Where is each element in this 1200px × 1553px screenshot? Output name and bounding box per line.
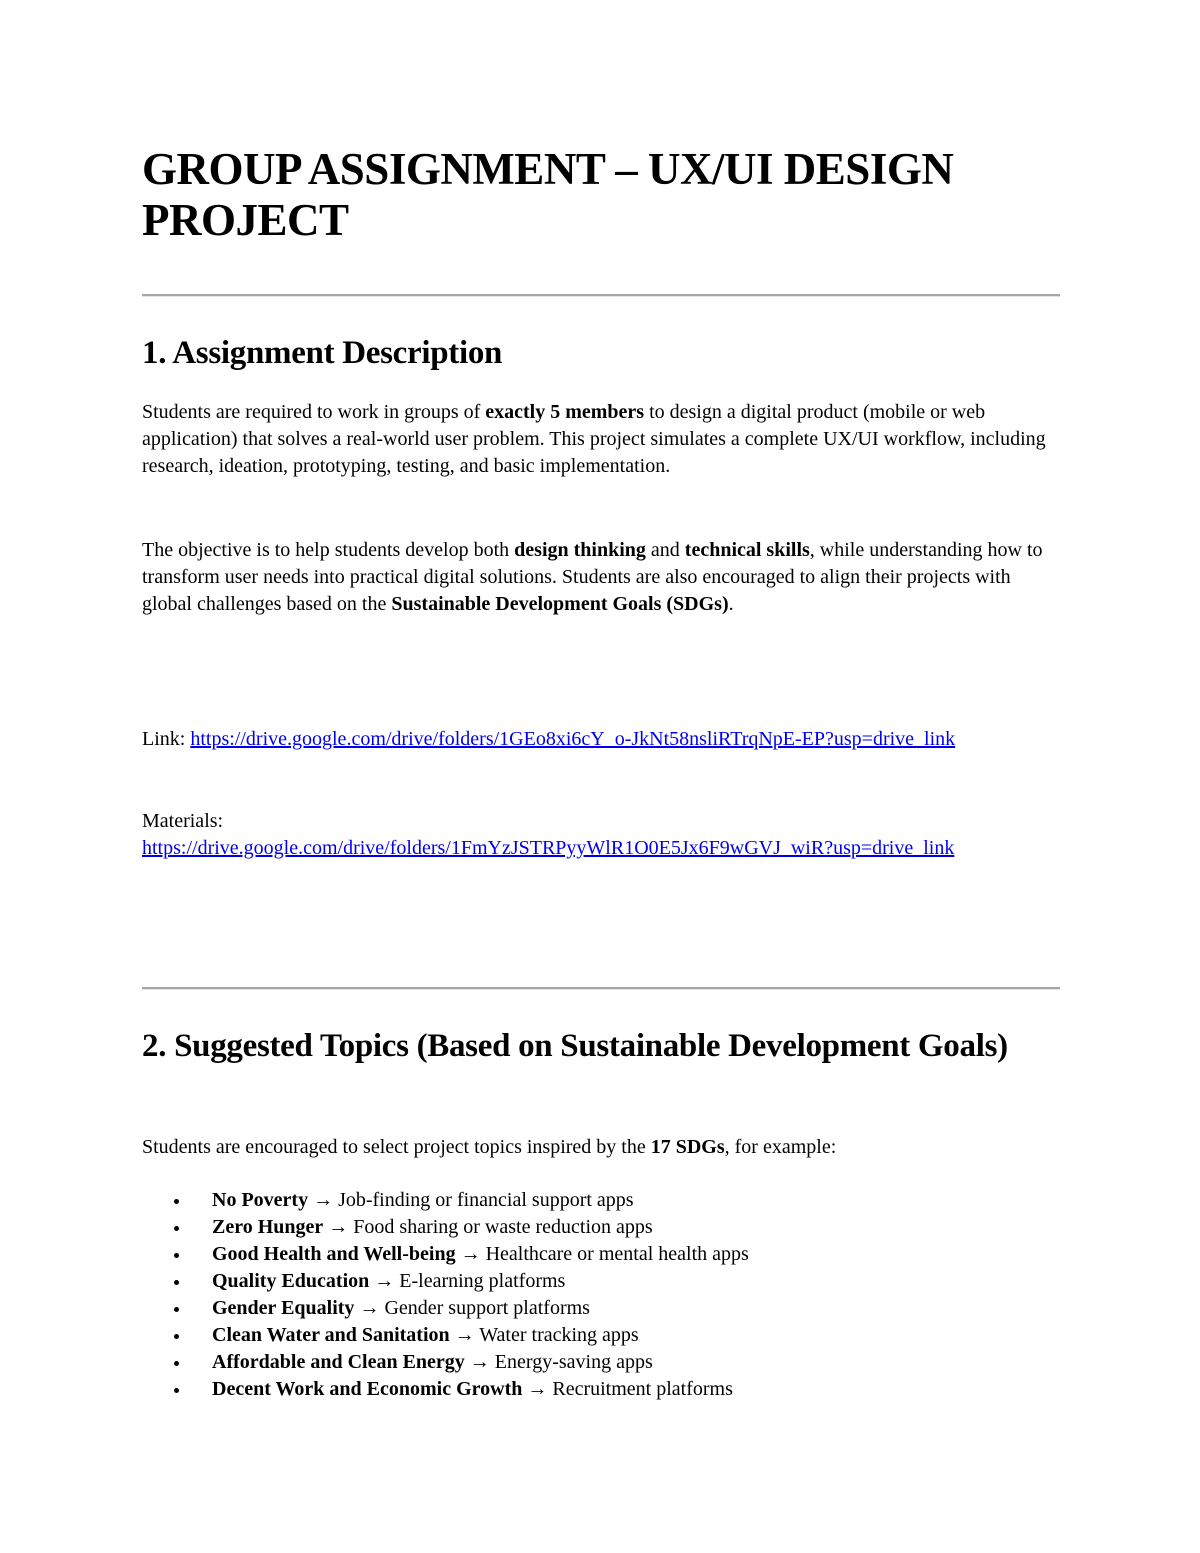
bullet-icon <box>174 1334 179 1339</box>
members-highlight: exactly 5 members <box>485 401 645 423</box>
topic-description: → E-learning platforms <box>369 1270 566 1292</box>
topic-goal: Decent Work and Economic Growth <box>212 1378 523 1400</box>
objective-text-3: , while understanding how to transform user needs into practical digital solutions. Students are also encouraged to align their projects with global challenges based on the <box>142 539 1043 615</box>
list-item <box>142 1241 1060 1268</box>
list-item <box>142 1376 1060 1403</box>
design-thinking-highlight: design thinking <box>514 539 646 561</box>
bullet-icon <box>174 1199 179 1204</box>
topics-intro-paragraph <box>142 1134 1060 1161</box>
topic-description: → Water tracking apps <box>449 1324 639 1346</box>
sdg-count-highlight: 17 SDGs <box>650 1136 725 1158</box>
topic-description: → Recruitment platforms <box>522 1378 733 1400</box>
topic-goal: Affordable and Clean Energy <box>212 1351 465 1373</box>
objective-text-1: The objective is to help students develop both <box>142 539 515 561</box>
list-item <box>142 1322 1060 1349</box>
bullet-icon <box>174 1307 179 1312</box>
section-2-heading: 2. Suggested Topics (Based on Sustainable Development Goals) <box>142 1028 1008 1064</box>
description-text-start: Students are required to work in groups of <box>142 401 486 423</box>
divider <box>142 987 1060 990</box>
topic-goal: Gender Equality <box>212 1297 355 1319</box>
topic-goal: Zero Hunger <box>212 1216 324 1238</box>
description-paragraph <box>142 399 1060 480</box>
topic-description: → Food sharing or waste reduction apps <box>323 1216 653 1238</box>
section-1-heading: 1. Assignment Description <box>142 335 503 371</box>
topic-goal: No Poverty <box>212 1189 309 1211</box>
list-item <box>142 1268 1060 1295</box>
bullet-icon <box>174 1280 179 1285</box>
objective-text-2: and <box>645 539 685 561</box>
technical-skills-highlight: technical skills <box>684 539 810 561</box>
list-item <box>142 1349 1060 1376</box>
list-item <box>142 1214 1060 1241</box>
description-text-end: to design a digital product (mobile or web application) that solves a real-world user problem. This project simulates a complete UX/UI workflow, including research, ideation, prototyping, testing, and basic implementation. <box>142 401 1046 477</box>
materials-label: Materials: <box>142 810 224 832</box>
bullet-icon <box>174 1388 179 1393</box>
topic-description: → Job-finding or financial support apps <box>308 1189 634 1211</box>
topic-goal: Clean Water and Sanitation <box>212 1324 450 1346</box>
objective-paragraph <box>142 537 1060 618</box>
topics-intro-start: Students are encouraged to select project topics inspired by the <box>142 1136 651 1158</box>
link-paragraph <box>142 726 1060 753</box>
topics-intro-end: , for example: <box>724 1136 837 1158</box>
materials-paragraph <box>142 808 1060 862</box>
sdgs-highlight: Sustainable Development Goals (SDGs) <box>391 593 729 615</box>
bullet-icon <box>174 1226 179 1231</box>
list-item <box>142 1295 1060 1322</box>
topic-description: → Energy-saving apps <box>464 1351 653 1373</box>
topic-goal: Good Health and Well-being <box>212 1243 456 1265</box>
bullet-icon <box>174 1361 179 1366</box>
objective-text-4: . <box>728 593 734 615</box>
topic-goal: Quality Education <box>212 1270 370 1292</box>
list-item <box>142 1187 1060 1214</box>
topic-description: → Gender support platforms <box>354 1297 590 1319</box>
topic-description: → Healthcare or mental health apps <box>455 1243 749 1265</box>
sdg-topic-list <box>142 1187 1060 1403</box>
divider <box>142 294 1060 297</box>
drive-folder-link[interactable]: https://drive.google.com/drive/folders/1GEo8xi6cY_o-JkNt58nsliRTrqNpE-EP?usp=drive_link <box>190 728 956 750</box>
bullet-icon <box>174 1253 179 1258</box>
link-label: Link: <box>142 728 191 750</box>
document-title: GROUP ASSIGNMENT – UX/UI DESIGN PROJECT <box>142 144 954 245</box>
materials-link[interactable]: https://drive.google.com/drive/folders/1FmYzJSTRPyyWlR1O0E5Jx6F9wGVJ_wiR?usp=drive_link <box>142 837 955 859</box>
